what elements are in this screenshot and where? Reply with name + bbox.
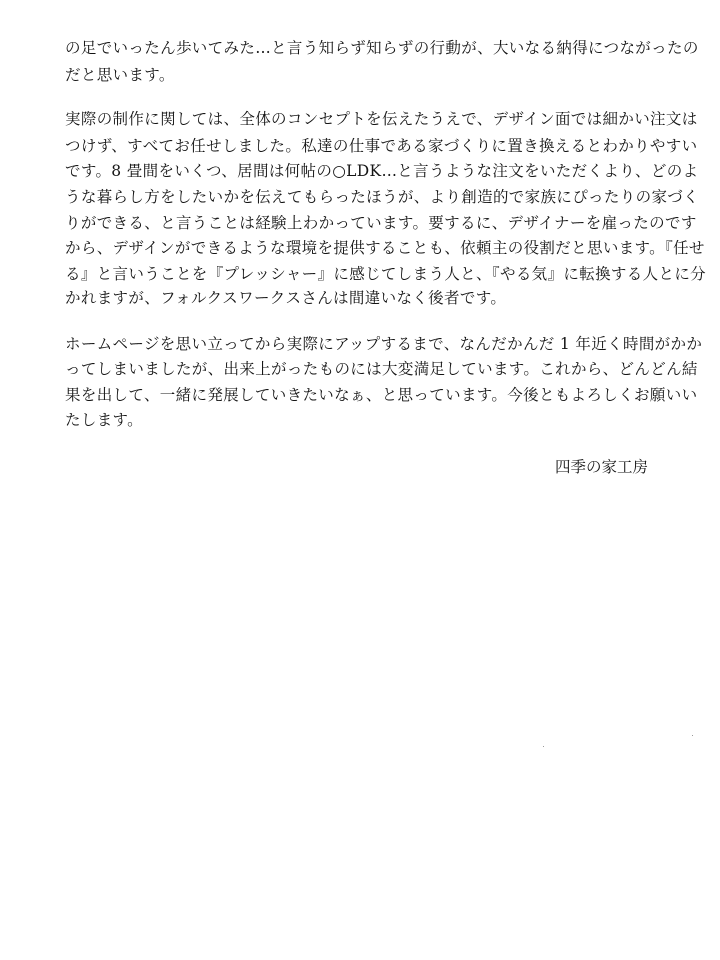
body-text-line: たします。: [65, 411, 144, 429]
body-text-line: から、デザインができるような環境を提供することも、依頼主の役割だと思います。『任せ: [65, 239, 705, 257]
body-text-line: 実際の制作に関しては、全体のコンセプトを伝えたうえで、デザイン面では細かい注文は: [65, 110, 698, 128]
body-text-line: つけず、すべてお任せしました。私達の仕事である家づくりに置き換えるとわかりやすい: [65, 137, 698, 155]
body-text-line: 果を出して、一緒に発展していきたいなぁ、と思っています。今後ともよろしくお願いい: [65, 386, 698, 404]
body-text-line: です。8 畳間をいくつ、居間は何帖の○LDK…と言うような注文をいただくより、どのよ: [65, 162, 699, 180]
body-text-line: うな暮らし方をしたいかを伝えてもらったほうが、より創造的で家族にぴったりの家づく: [65, 188, 700, 206]
body-text-line: の足でいったん歩いてみた…と言う知らず知らずの行動が、大いなる納得につながったの: [65, 39, 699, 57]
body-text-line: る』と言いうことを『プレッシャー』に感じてしまう人と、『やる気』に転換する人とに分: [65, 265, 707, 283]
body-text-line: だと思います。: [65, 66, 175, 84]
scan-speck: [692, 735, 693, 736]
body-text-line: ってしまいましたが、出来上がったものには大変満足しています。これから、どんどん結: [65, 360, 698, 378]
scan-speck: [543, 746, 544, 747]
body-text-line: りができる、と言うことは経験上わかっています。要するに、デザイナーを雇ったのです: [65, 214, 697, 232]
signature: 四季の家工房: [554, 458, 648, 476]
body-text-line: ホームページを思い立ってから実際にアップするまで、なんだかんだ 1 年近く時間がかか: [65, 335, 703, 353]
body-text-line: かれますが、フォルクスワークスさんは間違いなく後者です。: [65, 289, 507, 307]
